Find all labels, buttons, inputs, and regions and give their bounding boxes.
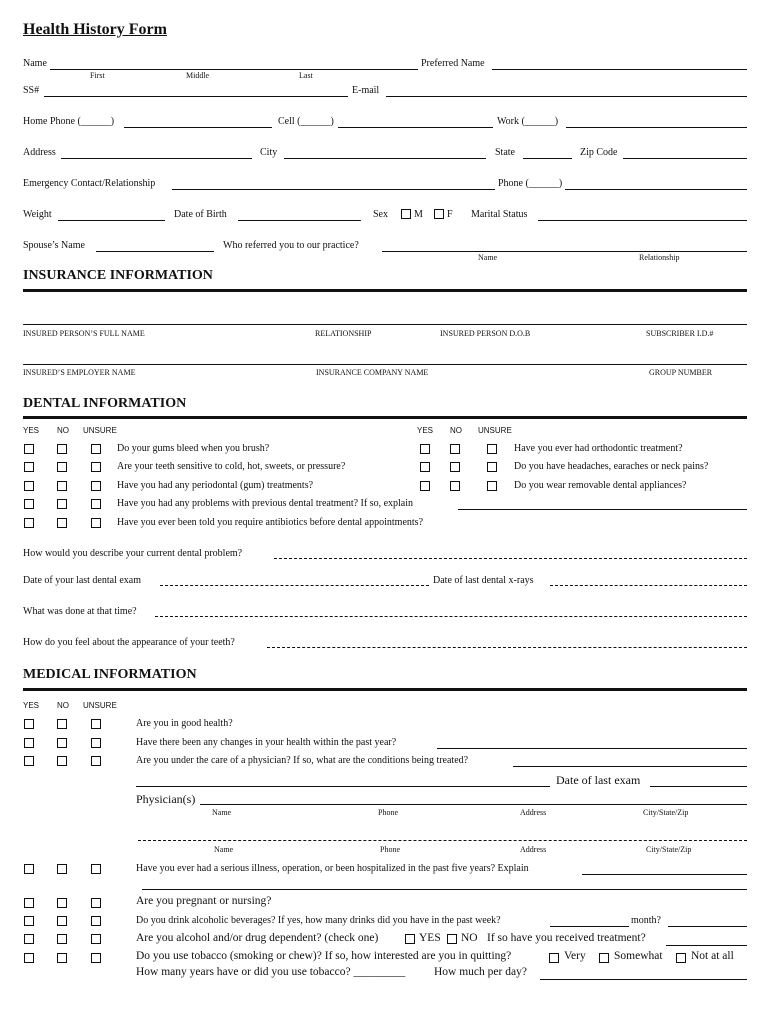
physician-care-unsure[interactable]: [91, 756, 101, 766]
alcohol-no[interactable]: [57, 916, 67, 926]
quit-somewhat-checkbox[interactable]: [599, 953, 609, 963]
home-phone-label: Home Phone (______): [23, 116, 115, 127]
what-done-label: What was done at that time?: [23, 606, 137, 617]
dental-r1-unsure[interactable]: [487, 444, 497, 454]
dental-heading: DENTAL INFORMATION: [23, 396, 187, 411]
work-label: Work (______): [497, 116, 559, 127]
phys1-name-caption: Name: [212, 808, 232, 817]
medical-yes-col: YES: [23, 701, 40, 710]
dental-unsure-col-right: UNSURE: [478, 426, 512, 435]
dental-no-col-right: NO: [450, 426, 462, 435]
phys1-address-caption: Address: [520, 808, 547, 817]
appearance-label: How do you feel about the appearance of your teeth?: [23, 637, 235, 648]
dependent-check-no[interactable]: [447, 934, 457, 944]
quit-somewhat-label: Somewhat: [614, 950, 663, 962]
dependent-label: Are you alcohol and/or drug dependent? (check one): [136, 932, 379, 944]
tobacco-no[interactable]: [57, 953, 67, 963]
dental-question: Are your teeth sensitive to cold, hot, sweets, or pressure?: [117, 461, 346, 472]
dependent-check-yes[interactable]: [405, 934, 415, 944]
zip-field[interactable]: [623, 158, 747, 159]
emergency-field[interactable]: [172, 189, 495, 190]
dental-problem-label: How would you describe your current dental problem?: [23, 548, 243, 559]
dental-q4-unsure[interactable]: [91, 499, 101, 509]
alcohol-drinks-field[interactable]: [550, 926, 629, 927]
good-health-yes[interactable]: [24, 719, 34, 729]
date-last-exam-field[interactable]: [650, 786, 747, 787]
phys2-name-caption: Name: [214, 845, 234, 854]
dob-field[interactable]: [238, 220, 361, 221]
last-exam-field[interactable]: [160, 585, 429, 586]
month-label: month?: [631, 915, 661, 926]
date-last-exam-label: Date of last exam: [556, 773, 641, 787]
dental-r2-no[interactable]: [450, 462, 460, 472]
physician-care-yes[interactable]: [24, 756, 34, 766]
alcohol-yes[interactable]: [24, 916, 34, 926]
pregnant-no[interactable]: [57, 898, 67, 908]
changes-no[interactable]: [57, 738, 67, 748]
address-field[interactable]: [61, 158, 252, 159]
emergency-label: Emergency Contact/Relationship: [23, 178, 156, 189]
sex-f-checkbox[interactable]: [434, 209, 444, 219]
physician1-field[interactable]: [200, 804, 747, 805]
tobacco-unsure[interactable]: [91, 953, 101, 963]
subscriber-id-label: SUBSCRIBER I.D.#: [646, 329, 714, 338]
dental-q1-no[interactable]: [57, 444, 67, 454]
alcohol-unsure[interactable]: [91, 916, 101, 926]
dental-r3-unsure[interactable]: [487, 481, 497, 491]
dental-no-col: NO: [57, 426, 69, 435]
dental-r3-yes[interactable]: [420, 481, 430, 491]
dental-problem-field[interactable]: [274, 558, 747, 559]
medical-no-col: NO: [57, 701, 69, 710]
changes-field[interactable]: [437, 748, 747, 749]
dental-yes-col: YES: [23, 426, 40, 435]
insured-dob-label: INSURED PERSON D.O.B: [440, 329, 531, 338]
insured-full-name-label: INSURED PERSON’S FULL NAME: [23, 329, 145, 338]
dependent-no-label: NO: [461, 932, 478, 944]
phys1-city-caption: City/State/Zip: [643, 808, 689, 817]
dental-q5-yes[interactable]: [24, 518, 34, 528]
dental-q3-unsure[interactable]: [91, 481, 101, 491]
serious-illness-yes[interactable]: [24, 864, 34, 874]
dob-label: Date of Birth: [174, 209, 227, 220]
emergency-phone-field[interactable]: [565, 189, 747, 190]
spouse-field[interactable]: [96, 251, 214, 252]
insurance-row2-field[interactable]: [23, 364, 747, 365]
physician-care-label: Are you under the care of a physician? If so, what are the conditions being treated?: [136, 755, 469, 766]
last-caption: Last: [299, 71, 313, 80]
dental-question-right: Have you ever had orthodontic treatment?: [514, 443, 683, 454]
dental-yes-col-right: YES: [417, 426, 434, 435]
insurance-divider: [23, 289, 747, 292]
dental-q3-yes[interactable]: [24, 481, 34, 491]
phys2-city-caption: City/State/Zip: [646, 845, 692, 854]
last-exam-label: Date of your last dental exam: [23, 575, 142, 586]
dental-divider: [23, 416, 747, 419]
city-label: City: [260, 147, 278, 158]
good-health-label: Are you in good health?: [136, 718, 233, 729]
ss-label: SS#: [23, 85, 40, 96]
dental-q4-yes[interactable]: [24, 499, 34, 509]
name-label: Name: [23, 58, 47, 69]
last-xray-field[interactable]: [550, 585, 747, 586]
treatment-field[interactable]: [666, 945, 747, 946]
insurance-company-label: INSURANCE COMPANY NAME: [316, 368, 429, 377]
dental-question: Have you ever been told you require antibiotics before dental appointments?: [117, 517, 424, 528]
dental-q5-no[interactable]: [57, 518, 67, 528]
group-number-label: GROUP NUMBER: [649, 368, 713, 377]
pregnant-unsure[interactable]: [91, 898, 101, 908]
physician-care-no[interactable]: [57, 756, 67, 766]
pregnant-label: Are you pregnant or nursing?: [136, 895, 272, 907]
quit-not-at-all-label: Not at all: [691, 950, 734, 962]
zip-label: Zip Code: [580, 147, 618, 158]
insurance-heading: INSURANCE INFORMATION: [23, 268, 213, 283]
emergency-phone-label: Phone (______): [498, 178, 563, 189]
preferred-name-field[interactable]: [492, 69, 747, 70]
state-field[interactable]: [523, 158, 572, 159]
first-caption: First: [90, 71, 105, 80]
insured-employer-label: INSURED’S EMPLOYER NAME: [23, 368, 136, 377]
dental-unsure-col: UNSURE: [83, 426, 117, 435]
tobacco-per-day-field[interactable]: [540, 979, 747, 980]
referred-field[interactable]: [382, 251, 747, 252]
sex-label: Sex: [373, 209, 388, 220]
dental-q1-yes[interactable]: [24, 444, 34, 454]
preferred-name-label: Preferred Name: [421, 58, 485, 69]
medical-divider: [23, 688, 747, 691]
quit-very-checkbox[interactable]: [549, 953, 559, 963]
state-label: State: [495, 147, 515, 158]
physician-care-field[interactable]: [513, 766, 747, 767]
dental-q4-explain-field[interactable]: [458, 509, 747, 510]
dental-q2-no[interactable]: [57, 462, 67, 472]
dental-r1-no[interactable]: [450, 444, 460, 454]
dental-question: Have you had any problems with previous dental treatment? If so, explain: [117, 498, 414, 509]
dental-q2-yes[interactable]: [24, 462, 34, 472]
quit-very-label: Very: [564, 950, 586, 962]
dental-q1-unsure[interactable]: [91, 444, 101, 454]
serious-illness-field-2[interactable]: [142, 889, 747, 890]
sex-f-label: F: [447, 209, 453, 220]
treatment-label: If so have you received treatment?: [487, 932, 646, 944]
appearance-field[interactable]: [267, 647, 747, 648]
cell-field[interactable]: [338, 127, 493, 128]
serious-illness-unsure[interactable]: [91, 864, 101, 874]
serious-illness-field[interactable]: [582, 874, 747, 875]
email-field[interactable]: [386, 96, 747, 97]
dental-q4-no[interactable]: [57, 499, 67, 509]
changes-label: Have there been any changes in your health within the past year?: [136, 737, 397, 748]
physicians-label: Physician(s): [136, 792, 196, 806]
tobacco-per-day-label: How much per day?: [434, 966, 527, 978]
tobacco-years-label: How many years have or did you use tobacco? _________: [136, 966, 406, 978]
city-field[interactable]: [284, 158, 486, 159]
conditions-field[interactable]: [136, 786, 550, 787]
last-xray-label: Date of last dental x-rays: [433, 575, 534, 586]
dependent-yes[interactable]: [24, 934, 34, 944]
work-field[interactable]: [566, 127, 747, 128]
dental-question: Do your gums bleed when you brush?: [117, 443, 270, 454]
changes-yes[interactable]: [24, 738, 34, 748]
cell-label: Cell (______): [278, 116, 334, 127]
physician2-field[interactable]: [138, 840, 747, 841]
weight-label: Weight: [23, 209, 52, 220]
ss-field[interactable]: [44, 96, 348, 97]
referred-relationship-caption: Relationship: [639, 253, 680, 262]
dental-r1-yes[interactable]: [420, 444, 430, 454]
phys1-phone-caption: Phone: [378, 808, 398, 817]
home-phone-field[interactable]: [124, 127, 272, 128]
insured-relationship-label: RELATIONSHIP: [315, 329, 372, 338]
referred-label: Who referred you to our practice?: [223, 240, 359, 251]
spouse-label: Spouse’s Name: [23, 240, 85, 251]
dental-question-right: Do you wear removable dental appliances?: [514, 480, 687, 491]
serious-illness-label: Have you ever had a serious illness, operation, or been hospitalized in the past five years? Explain: [136, 863, 529, 874]
dental-r3-no[interactable]: [450, 481, 460, 491]
good-health-no[interactable]: [57, 719, 67, 729]
middle-caption: Middle: [186, 71, 210, 80]
dental-question: Have you had any periodontal (gum) treatments?: [117, 480, 314, 491]
form-title: Health History Form: [23, 21, 167, 38]
medical-unsure-col: UNSURE: [83, 701, 117, 710]
insurance-row1-field[interactable]: [23, 324, 747, 325]
tobacco-yes[interactable]: [24, 953, 34, 963]
sex-m-checkbox[interactable]: [401, 209, 411, 219]
email-label: E-mail: [352, 85, 380, 96]
marital-field[interactable]: [538, 220, 747, 221]
dental-q5-unsure[interactable]: [91, 518, 101, 528]
sex-m-label: M: [414, 209, 423, 220]
what-done-field[interactable]: [155, 616, 747, 617]
dependent-yes-label: YES: [419, 932, 441, 944]
pregnant-yes[interactable]: [24, 898, 34, 908]
alcohol-label: Do you drink alcoholic beverages? If yes, how many drinks did you have in the past week?: [136, 915, 501, 926]
weight-field[interactable]: [58, 220, 165, 221]
quit-not-at-all-checkbox[interactable]: [676, 953, 686, 963]
medical-heading: MEDICAL INFORMATION: [23, 667, 197, 682]
phys2-phone-caption: Phone: [380, 845, 400, 854]
tobacco-label: Do you use tobacco (smoking or chew)? If so, how interested are you in quitting?: [136, 950, 512, 962]
phys2-address-caption: Address: [520, 845, 547, 854]
referred-name-caption: Name: [478, 253, 498, 262]
name-field[interactable]: [50, 69, 418, 70]
changes-unsure[interactable]: [91, 738, 101, 748]
dental-r2-yes[interactable]: [420, 462, 430, 472]
dental-r2-unsure[interactable]: [487, 462, 497, 472]
month-field[interactable]: [668, 926, 747, 927]
dental-q2-unsure[interactable]: [91, 462, 101, 472]
serious-illness-no[interactable]: [57, 864, 67, 874]
dependent-no[interactable]: [57, 934, 67, 944]
address-label: Address: [23, 147, 56, 158]
good-health-unsure[interactable]: [91, 719, 101, 729]
dependent-unsure[interactable]: [91, 934, 101, 944]
marital-label: Marital Status: [471, 209, 528, 220]
dental-q3-no[interactable]: [57, 481, 67, 491]
dental-question-right: Do you have headaches, earaches or neck pains?: [514, 461, 709, 472]
